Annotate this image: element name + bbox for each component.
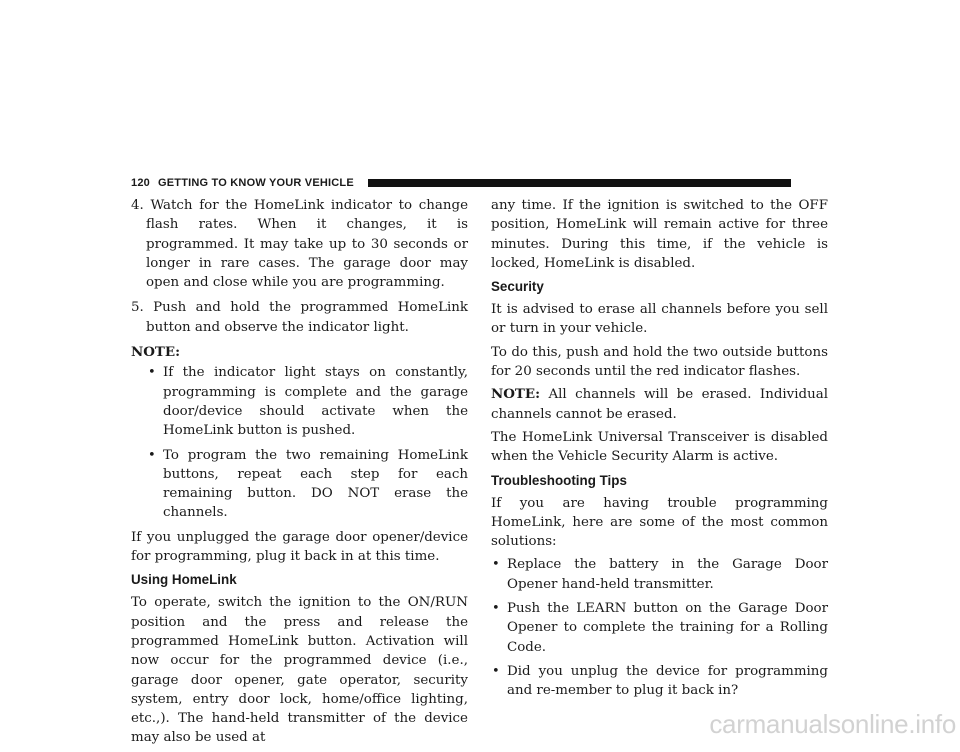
right-column xyxy=(491,196,828,706)
security-paragraph-2: To do this, push and hold the two outside buttons for 20 seconds until the red indicator flashes. xyxy=(491,344,828,380)
watermark: carmanualsonline.info xyxy=(709,709,956,739)
note-text: All channels will be erased. Individual channels cannot be erased. xyxy=(491,387,828,422)
bullet-icon: • xyxy=(148,365,156,381)
security-heading: Security xyxy=(491,279,544,295)
note-label: NOTE: xyxy=(491,386,541,403)
troubleshooting-bullet-text: Replace the battery in the Garage Door Opener hand-held transmitter. xyxy=(507,557,828,592)
bullet-icon: • xyxy=(492,663,500,679)
step-4: 4. Watch for the HomeLink indicator to change flash rates. When it changes, it is programmed. It may take up to 30 seconds or longer in rare cases. The garage door may open and close while you are programming. xyxy=(131,198,468,291)
troubleshooting-intro: If you are having trouble programming HomeLink, here are some of the most common solutions: xyxy=(491,495,828,550)
section-title: GETTING TO KNOW YOUR VEHICLE xyxy=(158,177,354,189)
unplugged-paragraph: If you unplugged the garage door opener/device for programming, plug it back in at this time. xyxy=(131,529,468,565)
disabled-paragraph: The HomeLink Universal Transceiver is disabled when the Vehicle Security Alarm is active. xyxy=(491,429,828,465)
note-bullet-text: To program the two remaining HomeLink buttons, repeat each step for each remaining button. DO NOT erase the channels. xyxy=(163,447,468,521)
troubleshooting-bullet-text: Push the LEARN button on the Garage Door Opener to complete the training for a Rolling Code. xyxy=(507,601,828,655)
page-number: 120 xyxy=(131,177,150,189)
page-header xyxy=(131,176,791,192)
bullet-icon: • xyxy=(148,447,156,463)
continued-paragraph: any time. If the ignition is switched to the OFF position, HomeLink will remain active for three minutes. During this time, if the vehicle is locked, HomeLink is disabled. xyxy=(491,198,828,271)
bullet-icon: • xyxy=(492,601,500,617)
step-5: 5. Push and hold the programmed HomeLink button and observe the indicator light. xyxy=(131,300,468,335)
header-rule xyxy=(368,179,791,187)
using-homelink-paragraph: To operate, switch the ignition to the ON/RUN position and the press and release the programmed HomeLink button. Activation will now occur for the programmed device (i.e., garage door opener, gate operator, security system, entry door lock, home/office lighting, etc.,). The hand-held transmitter of the device may also be used at xyxy=(131,595,468,746)
troubleshooting-bullet xyxy=(491,555,828,594)
note-bullet xyxy=(147,363,468,440)
troubleshooting-bullet-text: Did you unplug the device for programming and re-member to plug it back in? xyxy=(507,663,828,699)
note-label: NOTE: xyxy=(131,344,181,361)
bullet-icon: • xyxy=(492,557,500,573)
note-bullet xyxy=(147,446,468,523)
note-bullet-text: If the indicator light stays on constantly, programming is complete and the garage door/device should activate when the HomeLink button is pushed. xyxy=(163,365,468,439)
troubleshooting-bullet xyxy=(491,662,828,701)
troubleshooting-bullet xyxy=(491,599,828,657)
left-column xyxy=(131,196,468,752)
security-note xyxy=(491,385,828,424)
using-homelink-heading: Using HomeLink xyxy=(131,572,237,588)
troubleshooting-heading: Troubleshooting Tips xyxy=(491,472,627,488)
security-paragraph-1: It is advised to erase all channels before you sell or turn in your vehicle. xyxy=(491,302,828,337)
